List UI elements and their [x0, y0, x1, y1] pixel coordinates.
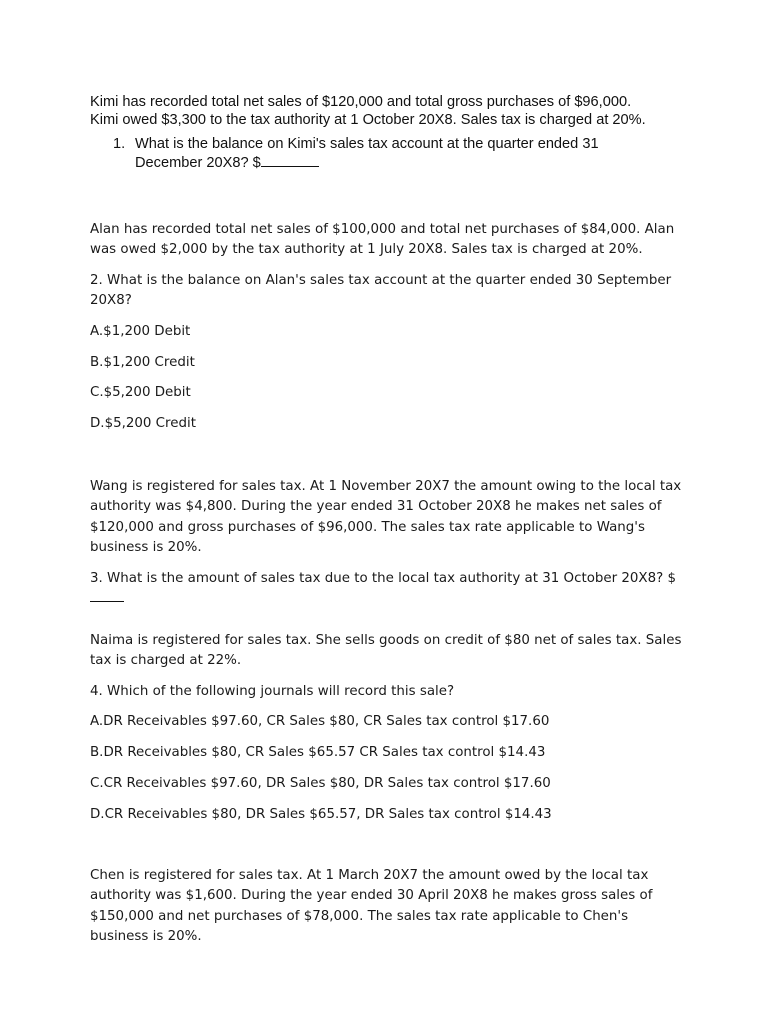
q2-option-d: D.$5,200 Credit [90, 416, 196, 432]
q2-option-c: C.$5,200 Debit [90, 385, 191, 401]
question-3-block [90, 477, 690, 609]
q1-question-line-1: What is the balance on Kimi's sales tax account at the quarter ended 31 [135, 136, 599, 152]
q1-intro-line-2: Kimi owed $3,300 to the tax authority at 1 October 20X8. Sales tax is charged at 20%. [90, 111, 646, 128]
q2-intro: Alan has recorded total net sales of $100,000 and total net purchases of $84,000. Alan was owed $2,000 by the tax authority at 1 July 20X8. Sales tax is charged at 20%. [90, 222, 675, 258]
q4-option-a: A.DR Receivables $97.60, CR Sales $80, CR Sales tax control $17.60 [90, 714, 550, 730]
q4-intro: Naima is registered for sales tax. She sells goods on credit of $80 net of sales tax. Sales tax is charged at 22%. [90, 633, 682, 669]
q1-answer-blank[interactable] [261, 154, 319, 167]
question-4-block [90, 631, 690, 836]
question-1-block [90, 94, 690, 172]
q2-option-b: B.$1,200 Credit [90, 354, 195, 370]
q5-intro: Chen is registered for sales tax. At 1 March 20X7 the amount owed by the local tax authority was $1,600. During the year ended 30 April 20X8 he makes gross sales of $150,000 and net purchases of $78,000. The sales tax rate applicable to Chen's business is 20%. [90, 868, 653, 945]
q2-options [90, 322, 690, 435]
q1-intro-line-1: Kimi has recorded total net sales of $120,000 and total gross purchases of $96,000. [90, 94, 632, 110]
q2-option-a: A.$1,200 Debit [90, 323, 191, 339]
q3-answer-blank[interactable] [90, 589, 124, 602]
q2-question: 2. What is the balance on Alan's sales tax account at the quarter ended 30 September 20X8? [90, 272, 672, 309]
q1-number: 1. [113, 136, 126, 152]
q3-intro: Wang is registered for sales tax. At 1 November 20X7 the amount owing to the local tax authority was $4,800. During the year ended 31 October 20X8 he makes net sales of $120,000 and gross purchases of $96,000. The sales tax rate applicable to Wang's business is 20%. [90, 479, 682, 556]
q4-options [90, 712, 690, 825]
q3-question: 3. What is the amount of sales tax due to the local tax authority at 31 October 20X8? $ [90, 570, 677, 586]
question-5-block [90, 866, 690, 948]
q1-question [90, 136, 690, 172]
question-2-block [90, 220, 690, 445]
q4-option-d: D.CR Receivables $80, DR Sales $65.57, DR Sales tax control $14.43 [90, 806, 552, 822]
q1-question-line-2: December 20X8? $ [135, 154, 261, 171]
q4-option-b: B.DR Receivables $80, CR Sales $65.57 CR Sales tax control $14.43 [90, 745, 546, 761]
q4-question: 4. Which of the following journals will record this sale? [90, 683, 455, 699]
q3-question-wrap [90, 569, 690, 610]
q4-option-c: C.CR Receivables $97.60, DR Sales $80, DR Sales tax control $17.60 [90, 776, 551, 792]
